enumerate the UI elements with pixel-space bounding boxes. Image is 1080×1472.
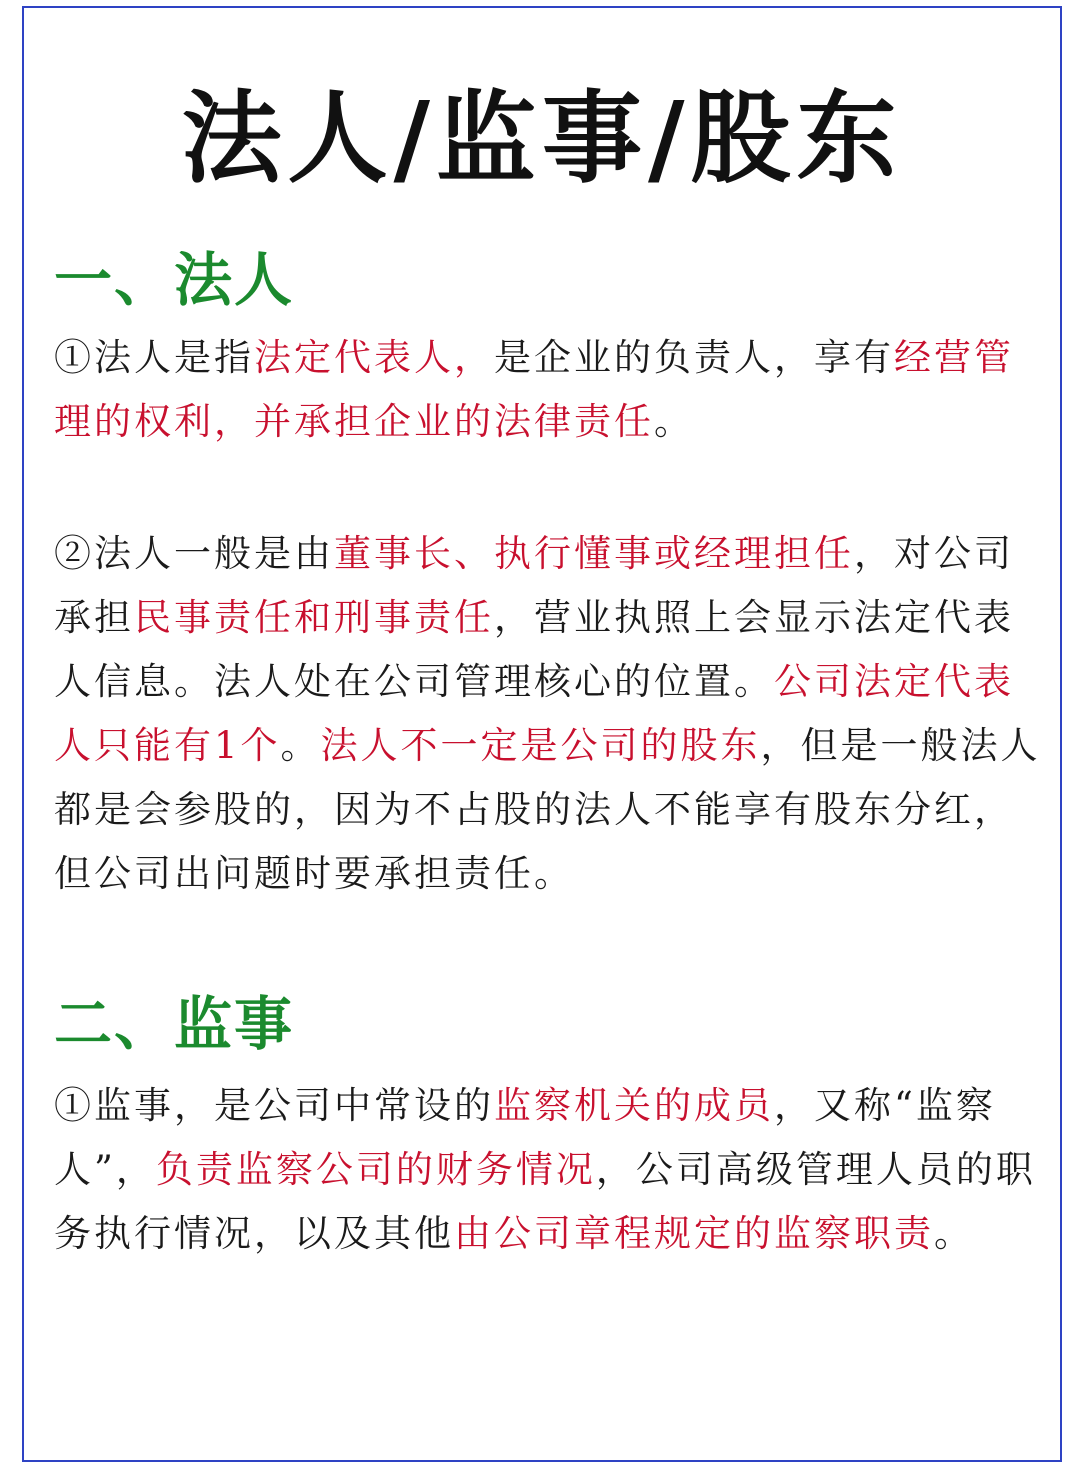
highlighted-text: 经营管理的权利，并承担企业的法律责任	[54, 336, 1014, 443]
body-text: 。	[934, 1212, 974, 1255]
section-heading-supervisor: 二、监事	[54, 990, 295, 1058]
body-text: ，公司高级管理人员的职务执行情况，以及其他	[54, 1148, 1036, 1255]
body-text: 。	[280, 724, 321, 767]
paragraph-supervisor-1	[54, 1074, 1044, 1266]
body-text: 是企业的负责人，享有	[494, 336, 894, 379]
paragraph-legal-person-1	[54, 326, 1044, 454]
body-text: ，但是一般法人都是会参股的，因为不占股的法人不能享有股东分红，但公司出问题时要承担责任。	[54, 724, 1041, 895]
highlighted-text: 董事长、执行懂事或经理担任	[334, 532, 854, 575]
body-text: ，又称“监察人”，	[54, 1084, 996, 1191]
body-text: ①监事，是公司中常设的	[54, 1084, 494, 1127]
highlighted-text: 监察机关的成员	[494, 1084, 774, 1127]
paragraph-legal-person-2	[54, 522, 1044, 906]
body-text: ①法人是指	[54, 336, 254, 379]
highlighted-text: 法定代表人，	[254, 336, 494, 379]
document-page	[22, 6, 1062, 1462]
body-text: 。	[654, 400, 694, 443]
body-text: ，营业执照上会显示法定代表人信息。法人处在公司管理核心的位置。	[54, 596, 1014, 703]
body-text: ，对公司承担	[54, 532, 1014, 639]
highlighted-text: 民事责任和刑事责任	[134, 596, 494, 639]
highlighted-text: 法人不一定是公司的股东	[320, 724, 761, 767]
highlighted-text: 负责监察公司的财务情况	[155, 1148, 596, 1191]
section-heading-legal-person: 一、法人	[54, 246, 295, 314]
highlighted-text: 公司法定代表人只能有1个	[54, 660, 1014, 767]
page-title: 法人/监事/股东	[181, 79, 903, 197]
body-text: ②法人一般是由	[54, 532, 334, 575]
highlighted-text: 由公司章程规定的监察职责	[454, 1212, 934, 1255]
